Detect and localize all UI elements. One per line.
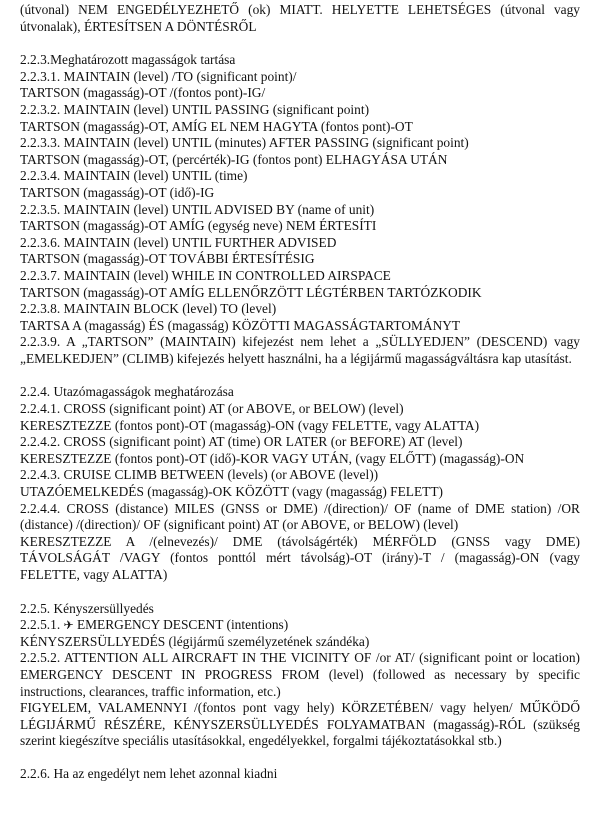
phrase-hu: TARTSON (magasság)-OT /(fontos pont)-IG/ bbox=[20, 85, 266, 101]
intro-paragraph: (útvonal) NEM ENGEDÉLYEZHETŐ (ok) MIATT. HELYETTE LEHETSÉGES (útvonal vagy útvonalak), ÉRTESÍTSEN A DÖNTÉSRŐL bbox=[20, 2, 580, 34]
spacer bbox=[20, 367, 580, 384]
section-2-2-4 bbox=[20, 384, 580, 583]
spacer bbox=[20, 35, 580, 52]
phrase-hu: TARTSON (magasság)-OT (idő)-IG bbox=[20, 184, 215, 200]
section-2-2-5 bbox=[20, 601, 580, 750]
phrase-hu: KÉNYSZERSÜLLYEDÉS (légijármű személyzetének szándéka) bbox=[20, 633, 370, 649]
note-paragraph: 2.2.3.9. A „TARTSON” (MAINTAIN) kifejezést nem lehet a „SÜLLYEDJEN” (DESCEND) vagy „EMELKEDJEN” (CLIMB) kifejezés helyett használni, ha a légijármű magasságváltásra kap utasítást. bbox=[20, 334, 580, 366]
phrase-hu: KERESZTEZZE (fontos pont)-OT (magasság)-ON (vagy FELETTE, vagy ALATTA) bbox=[20, 417, 480, 433]
item-number: 2.2.5.1. bbox=[20, 617, 61, 633]
section-2-2-6 bbox=[20, 766, 580, 783]
phrase-en: 2.2.4.3. CRUISE CLIMB BETWEEN (levels) (or ABOVE (level)) bbox=[20, 467, 379, 483]
phrase-hu: FIGYELEM, VALAMENNYI /(fontos pont vagy hely) KÖRZETÉBEN/ vagy helyen/ MŰKÖDŐ LÉGIJÁRMŰ RÉSZÉRE, KÉNYSZERSÜLLYEDÉS FOLYAMATBAN (magasság)-RÓL (szükség szerint kiegészítve speciális utasításokkal, engedélyekkel, forgalmi tájékoztatásokkal stb.) bbox=[20, 700, 580, 749]
phrase-hu: TARTSON (magasság)-OT, AMÍG EL NEM HAGYTA (fontos pont)-OT bbox=[20, 118, 413, 134]
section-heading: 2.2.3.Meghatározott magasságok tartása bbox=[20, 52, 236, 68]
phrase-hu: TARTSON (magasság)-OT TOVÁBBI ÉRTESÍTÉSIG bbox=[20, 251, 315, 267]
phrase-hu: TARTSA A (magasság) ÉS (magasság) KÖZÖTTI MAGASSÁGTARTOMÁNYT bbox=[20, 317, 461, 333]
section-heading: 2.2.4. Utazómagasságok meghatározása bbox=[20, 384, 234, 400]
phrase-hu: TARTSON (magasság)-OT, (percérték)-IG (fontos pont) ELHAGYÁSA UTÁN bbox=[20, 151, 448, 167]
section-2-2-3 bbox=[20, 52, 580, 367]
phrase-en: 2.2.4.2. CROSS (significant point) AT (time) OR LATER (or BEFORE) AT (level) bbox=[20, 434, 463, 450]
phrase-text: EMERGENCY DESCENT (intentions) bbox=[76, 617, 289, 633]
phrase-en: 2.2.5.2. ATTENTION ALL AIRCRAFT IN THE VICINITY OF /or AT/ (significant point or location) EMERGENCY DESCENT IN PROGRESS FROM (level) (followed as necessary by specific instructions, clearances, traffic information, etc.) bbox=[20, 650, 580, 699]
section-heading: 2.2.5. Kényszersüllyedés bbox=[20, 600, 154, 616]
phrase-en: 2.2.3.2. MAINTAIN (level) UNTIL PASSING (significant point) bbox=[20, 101, 370, 117]
phrase-en: 2.2.3.3. MAINTAIN (level) UNTIL (minutes) AFTER PASSING (significant point) bbox=[20, 135, 469, 151]
phrase-en: 2.2.3.5. MAINTAIN (level) UNTIL ADVISED BY (name of unit) bbox=[20, 201, 375, 217]
phrase-en bbox=[20, 617, 580, 634]
phrase-hu: KERESZTEZZE (fontos pont)-OT (idő)-KOR VAGY UTÁN, (vagy ELŐTT) (magasság)-ON bbox=[20, 450, 525, 466]
phrase-en: 2.2.3.4. MAINTAIN (level) UNTIL (time) bbox=[20, 168, 248, 184]
phrase-en: 2.2.4.4. CROSS (distance) MILES (GNSS or DME) /(direction)/ OF (name of DME station) /OR (distance) /(direction)/ OF (significant point) AT (or ABOVE, or BELOW) (level) bbox=[20, 500, 580, 533]
phrase-en: 2.2.4.1. CROSS (significant point) AT (or ABOVE, or BELOW) (level) bbox=[20, 401, 404, 417]
spacer bbox=[20, 750, 580, 766]
section-heading: 2.2.6. Ha az engedélyt nem lehet azonnal kiadni bbox=[20, 765, 278, 781]
phrase-en: 2.2.3.6. MAINTAIN (level) UNTIL FURTHER ADVISED bbox=[20, 234, 337, 250]
phrase-en: 2.2.3.1. MAINTAIN (level) /TO (significant point)/ bbox=[20, 68, 297, 84]
phrase-hu: TARTSON (magasság)-OT AMÍG ELLENŐRZÖTT LÉGTÉRBEN TARTÓZKODIK bbox=[20, 284, 482, 300]
phrase-en: 2.2.3.7. MAINTAIN (level) WHILE IN CONTROLLED AIRSPACE bbox=[20, 267, 391, 283]
phrase-hu: KERESZTEZZE A /(elnevezés)/ DME (távolságérték) MÉRFÖLD (GNSS vagy DME) TÁVOLSÁGÁT /VAGY (fontos ponttól mért távolság)-OT (irány)-T / (magasság)-ON (vagy FELETTE, vagy ALATTA) bbox=[20, 533, 580, 582]
phrase-hu: TARTSON (magasság)-OT AMÍG (egység neve) NEM ÉRTESÍTI bbox=[20, 218, 377, 234]
phrase-hu: UTAZÓEMELKEDÉS (magasság)-OK KÖZÖTT (vagy (magasság) FELETT) bbox=[20, 484, 443, 500]
airplane-icon: ✈ bbox=[63, 618, 74, 633]
phrase-en: 2.2.3.8. MAINTAIN BLOCK (level) TO (level) bbox=[20, 301, 277, 317]
spacer bbox=[20, 584, 580, 601]
